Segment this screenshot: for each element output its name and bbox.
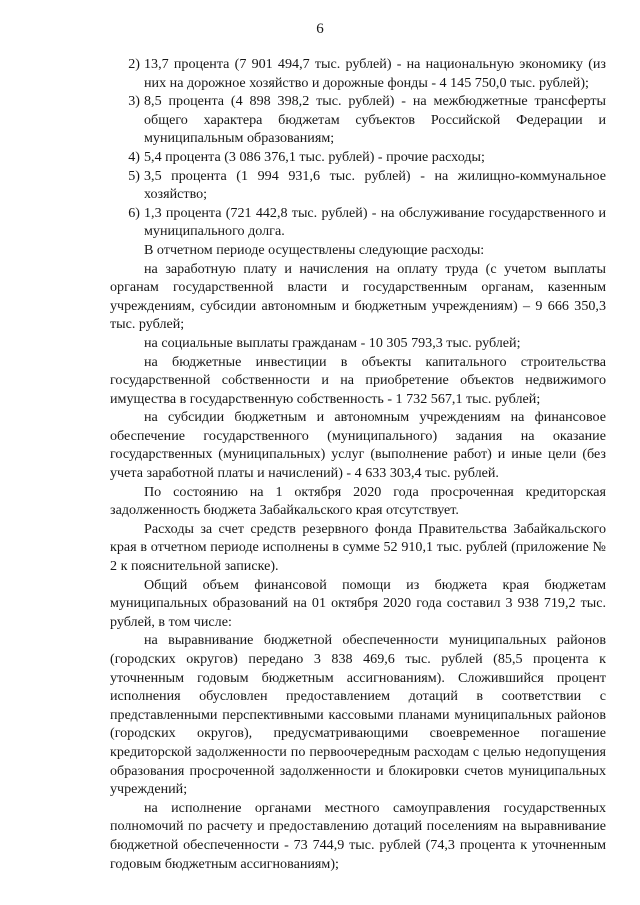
list-item: [110, 167, 606, 204]
paragraph-arrears: По состоянию на 1 октября 2020 года просроченная кредиторская задолженность бюджета Забайкальского края отсутствует.: [110, 483, 606, 519]
paragraph-social: на социальные выплаты гражданам - 10 305 793,3 тыс. рублей;: [144, 334, 521, 351]
list-item-number: 3): [128, 93, 140, 110]
list-item-text: 3,5 процента (1 994 931,6 тыс. рублей) - на жилищно-коммунальное хозяйство;: [144, 167, 606, 203]
page-number: 6: [316, 21, 324, 37]
paragraph-expenses-intro: В отчетном периоде осуществлены следующие расходы:: [144, 241, 485, 258]
list-item-number: 2): [128, 56, 140, 72]
paragraph-financial-aid: Общий объем финансовой помощи из бюджета края бюджетам муниципальных образований на 01 октября 2020 года составил 3 938 719,2 тыс. рублей, в том числе:: [110, 576, 606, 630]
paragraph-local-authorities: на исполнение органами местного самоуправления государственных полномочий по расчету и предоставлению дотаций поселениям на выравнивание бюджетной обеспеченности - 73 744,9 тыс. рублей (74,3 процента к уточненным годовым бюджетным ассигнованиям);: [110, 799, 606, 872]
paragraph-subsidies: на субсидии бюджетным и автономным учреждениям на финансовое обеспечение государственного (муниципального) задания на оказание государственных (муниципальных) услуг (выполнение работ) и иные цели (без учета заработной платы и начислений) - 4 633 303,4 тыс. рублей.: [110, 409, 606, 482]
list-item-text: 8,5 процента (4 898 398,2 тыс. рублей) - на межбюджетные трансферты общего характера бюджетам субъектов Российской Федерации и муниципальным образованиям;: [144, 93, 606, 147]
list-item: [110, 55, 606, 92]
paragraph-reserve-fund: Расходы за счет средств резервного фонда Правительства Забайкальского края в отчетном периоде исполнены в сумме 52 910,1 тыс. рублей (приложение № 2 к пояснительной записке).: [110, 520, 606, 575]
paragraph-salary: на заработную плату и начисления на оплату труда (с учетом выплаты органам государственной власти и государственным органам, казенным учреждениям, субсидии автономным и бюджетным учреждениям) – 9 666 350,3 тыс. рублей;: [110, 260, 606, 333]
list-item-text: 1,3 процента (721 442,8 тыс. рублей) - на обслуживание государственного и муниципального долга.: [144, 204, 606, 240]
list-item-number: 5): [128, 167, 140, 184]
list-item-number: 6): [128, 204, 140, 221]
list-item: [110, 204, 606, 241]
paragraph-investments: на бюджетные инвестиции в объекты капитального строительства государственной собственности и на приобретение объектов недвижимого имущества в государственную собственность - 1 732 567,1 тыс. рублей;: [110, 353, 606, 407]
list-item-text: 5,4 процента (3 086 376,1 тыс. рублей) - прочие расходы;: [144, 148, 485, 165]
list-item-text: 13,7 процента (7 901 494,7 тыс. рублей) - на национальную экономику (из них на дорожное хозяйство и дорожные фонды - 4 145 750,0 тыс. рублей);: [144, 56, 606, 91]
list-item: [110, 148, 606, 167]
list-item: [110, 92, 606, 148]
list-item-number: 4): [128, 148, 140, 165]
document-body: [110, 55, 606, 873]
paragraph-equalization: на выравнивание бюджетной обеспеченности муниципальных районов (городских округов) передано 3 838 469,6 тыс. рублей (85,5 процента к уточненным годовым бюджетным ассигнованиям). Сложившийся процент исполнения обусловлен предоставлением дотаций в соответствии с представленными перспективными кассовыми планами муниципальных районов (городских округов), предусматривающими своевременное погашение кредиторской задолженности по первоочередным расходам с целью недопущения образования просроченной задолженности и блокировки счетов муниципальных учреждений;: [110, 632, 606, 798]
